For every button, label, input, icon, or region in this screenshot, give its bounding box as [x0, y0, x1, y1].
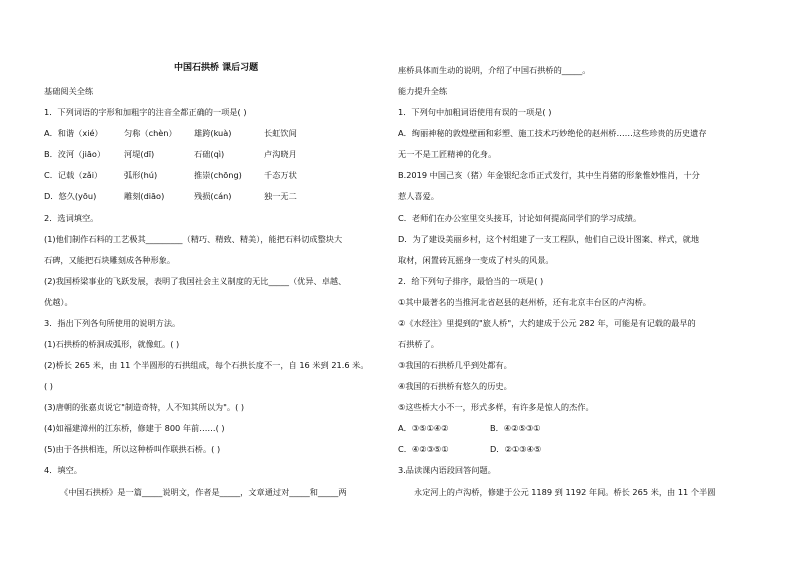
q3-item5: (5)由于各拱相连，所以这种桥叫作联拱石桥。( )	[44, 444, 221, 454]
advanced-question-3: 3.品读课内语段回答问题。	[398, 465, 496, 475]
q1-d-word2: 雕刻(diāo)	[124, 191, 165, 201]
sentence-2-line1: ②《水经注》里提到的"旅人桥"，大约建成于公元 282 年，可能是有记载的最早的	[398, 318, 696, 328]
q2-item1-line1: (1)他们制作石料的工艺极其_________（精巧、精致、精美），能把石料切成整块大	[44, 234, 343, 244]
q1-c-word3: 推崇(chōng)	[194, 170, 242, 180]
q2-item2-line2: 优越）。	[44, 297, 73, 307]
q1-b-word2: 河堤(dī)	[124, 149, 155, 159]
order-option-c: C．④②③⑤①	[398, 444, 449, 454]
question-3: 3．指出下列各句所使用的说明方法。	[44, 318, 181, 328]
adv-q1-option-b-line1: B.2019 中国己亥（猪）年金银纪念币正式发行，其中生肖猪的形象惟妙惟肖，十分	[398, 170, 700, 180]
question-2: 2．选词填空。	[44, 213, 99, 223]
q1-b-word4: 卢沟晓月	[264, 149, 297, 159]
sentence-1: ①其中最著名的当推河北省赵县的赵州桥，还有北京丰台区的卢沟桥。	[398, 297, 651, 307]
q1-b-word3: 石础(qì)	[194, 149, 225, 159]
adv-q1-option-c: C．老师们在办公室里交头接耳，讨论如何提高同学们的学习成绩。	[398, 213, 642, 223]
q3-item1: (1)石拱桥的桥洞成弧形，就像虹。( )	[44, 339, 180, 349]
q2-item1-line2: 石碑，又能把石块雕刻成各种形象。	[44, 255, 176, 265]
q3-item4: (4)如福建漳州的江东桥，修建于 800 年前……( )	[44, 423, 225, 433]
adv-q1-option-d-line2: 取材，闲置砖瓦摇身一变成了村头的风景。	[398, 255, 554, 265]
order-option-b: B．④②⑤③①	[490, 423, 541, 433]
order-option-d: D．②①③④⑤	[490, 444, 542, 454]
question-1: 1．下列词语的字形和加粗字的注音全都正确的一项是( )	[44, 107, 247, 117]
q3-item2-line1: (2)桥长 265 米，由 11 个半圆形的石拱组成，每个石拱长度不一，自 16 米到 21.6 米。	[44, 360, 369, 370]
advanced-question-2: 2．给下列句子排序，最恰当的一项是( )	[398, 276, 544, 286]
q2-item2-line1: (2)我国桥梁事业的飞跃发展，表明了我国社会主义制度的无比_____（优异、卓越、	[44, 276, 347, 286]
order-option-a: A．③⑤①④②	[398, 423, 449, 433]
sentence-5: ⑤这些桥大小不一，形式多样，有许多是惊人的杰作。	[398, 402, 594, 412]
advanced-question-1: 1．下列句中加粗词语使用有误的一项是( )	[398, 107, 552, 117]
section-heading-advanced: 能力提升全练	[398, 86, 448, 96]
q1-a-word4: 长虹饮间	[264, 128, 297, 138]
q1-c-word2: 弧形(hú)	[124, 170, 158, 180]
q1-d-word4: 独一无二	[264, 191, 297, 201]
q1-c-word4: 千态万状	[264, 170, 297, 180]
section-heading-basic: 基础阅关全练	[44, 86, 94, 96]
q1-a-word1: A．和谐（xié）	[44, 128, 103, 138]
q4-text: 《中国石拱桥》是一篇_____说明文，作者是_____，文章通过对_____和_____两	[60, 487, 347, 497]
sentence-2-line2: 石拱桥了。	[398, 339, 439, 349]
sentence-4: ④我国的石拱桥有悠久的历史。	[398, 381, 512, 391]
q3-item3: (3)唐朝的张嘉贞说它"制造奇特，人不知其所以为"。( )	[44, 402, 245, 412]
q1-c-word1: C．记载（zǎi）	[44, 170, 103, 180]
question-4: 4．填空。	[44, 465, 82, 475]
adv-q1-option-a-line1: A．绚丽神秘的敦煌壁画和彩塑、施工技术巧妙绝伦的赵州桥……这些珍贵的历史遗存	[398, 128, 707, 138]
q1-a-word3: 雄跨(kuà)	[194, 128, 232, 138]
sentence-3: ③我国的石拱桥几乎到处都有。	[398, 360, 512, 370]
page-title: 中国石拱桥 课后习题	[174, 63, 259, 73]
q1-b-word1: B．洨河（jiāo）	[44, 149, 106, 159]
reading-passage: 永定河上的卢沟桥，修建于公元 1189 到 1192 年间。桥长 265 米，由 11 个半圆	[414, 487, 716, 497]
adv-q1-option-d-line1: D．为了建设美丽乡村，这个村组建了一支工程队，他们自己设计图案、样式，就地	[398, 234, 700, 244]
adv-q1-option-b-line2: 惹人喜爱。	[398, 191, 439, 201]
adv-q1-option-a-line2: 无一不是工匠精神的化身。	[398, 149, 497, 159]
q1-d-word3: 残损(cán)	[194, 191, 232, 201]
q1-a-word2: 匀称（chèn）	[124, 128, 177, 138]
q1-d-word1: D．悠久(yōu)	[44, 191, 97, 201]
q4-text-continued: 座桥具体而生动的说明，介绍了中国石拱桥的_____。	[398, 65, 591, 75]
q3-item2-line2: ( )	[44, 381, 53, 391]
